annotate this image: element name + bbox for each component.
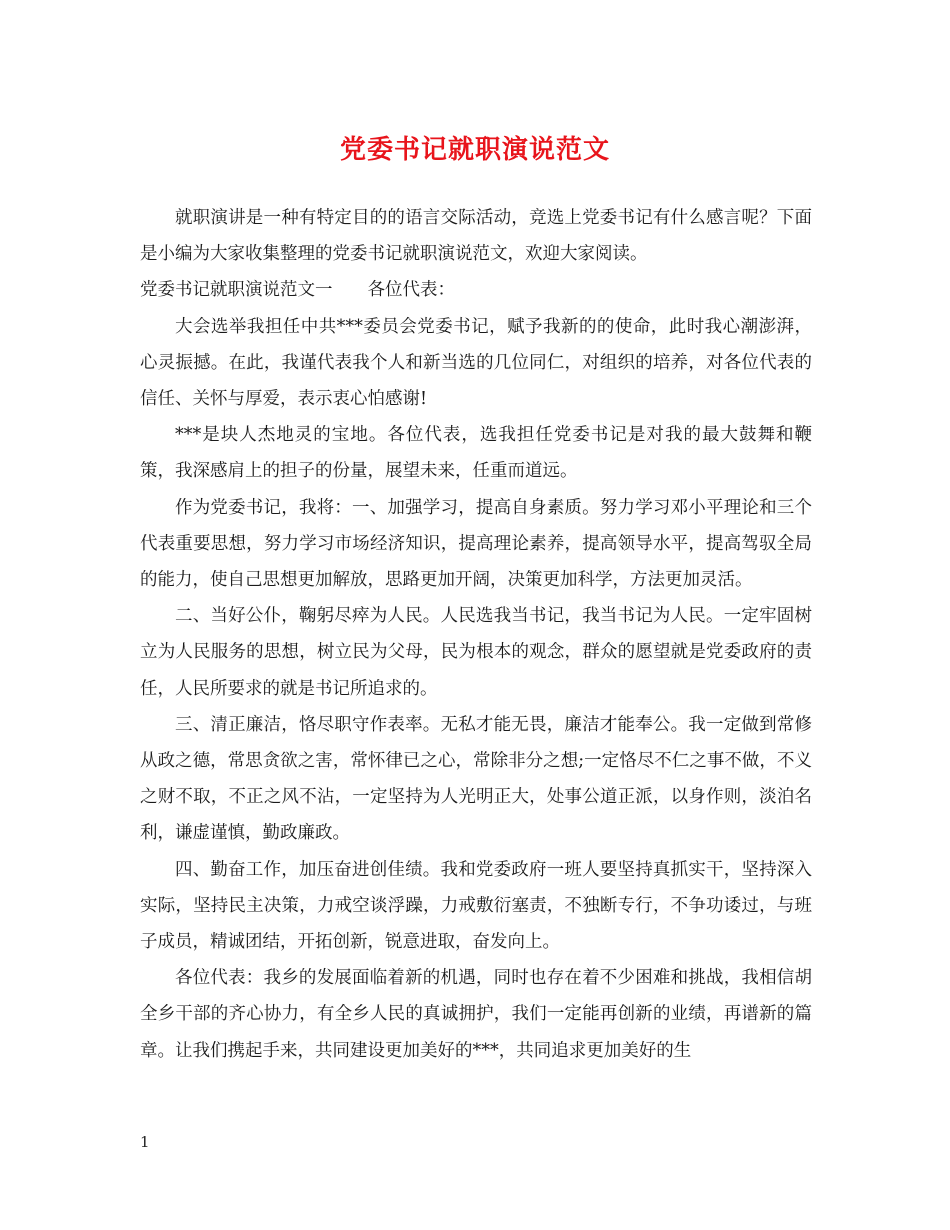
body-paragraph: 各位代表：我乡的发展面临着新的机遇，同时也存在着不少困难和挑战，我相信胡全乡干部的齐心协力，有全乡人民的真诚拥护，我们一定能再创新的业绩，再谱新的篇章。让我们携起手来，共同建设更加美好的***，共同追求更加美好的生: [140, 968, 812, 1061]
body-paragraph: 四、勤奋工作，加压奋进创佳绩。我和党委政府一班人要坚持真抓实干，坚持深入实际，坚持民主决策，力戒空谈浮躁，力戒敷衍塞责，不独断专行，不争功诿过，与班子成员，精诚团结，开拓创新，锐意进取，奋发向上。: [140, 859, 812, 953]
body-paragraph: 作为党委书记，我将：一、加强学习，提高自身素质。努力学习邓小平理论和三个代表重要思想，努力学习市场经济知识，提高理论素养，提高领导水平，提高驾驭全局的能力，使自己思想更加解放，思路更加开阔，决策更加科学，方法更加灵活。: [140, 497, 812, 591]
intro-paragraph: 就职演讲是一种有特定目的的语言交际活动，竞选上党委书记有什么感言呢？下面是小编为大家收集整理的党委书记就职演说范文，欢迎大家阅读。: [140, 208, 812, 265]
body-paragraph: 二、当好公仆，鞠躬尽瘁为人民。人民选我当书记，我当书记为人民。一定牢固树立为人民服务的思想，树立民为父母，民为根本的观念，群众的愿望就是党委政府的责任，人民所要求的就是书记所追求的。: [140, 606, 812, 699]
body-paragraph: 大会选举我担任中共***委员会党委书记，赋予我新的的使命，此时我心潮澎湃，心灵振撼。在此，我谨代表我个人和新当选的几位同仁，对组织的培养，对各位代表的信任、关怀与厚爱，表示衷心怕感谢!: [140, 316, 812, 410]
document-body: [140, 200, 812, 1069]
document-title: 党委书记就职演说范文: [339, 135, 610, 165]
body-paragraph: 三、清正廉洁，恪尽职守作表率。无私才能无畏，廉洁才能奉公。我一定做到常修从政之德，常思贪欲之害，常怀律已之心，常除非分之想;一定恪尽不仁之事不做，不义之财不取，不正之风不沾，一定坚持为人光明正大，处事公道正派，以身作则，淡泊名利，谦虚谨慎，勤政廉政。: [140, 714, 812, 844]
section-heading: 党委书记就职演说范文一 各位代表：: [140, 280, 455, 301]
body-paragraph: ***是块人杰地灵的宝地。各位代表，选我担任党委书记是对我的最大鼓舞和鞭策，我深感肩上的担子的份量，展望未来，任重而道远。: [140, 425, 812, 482]
page-number: 1: [140, 1133, 150, 1151]
